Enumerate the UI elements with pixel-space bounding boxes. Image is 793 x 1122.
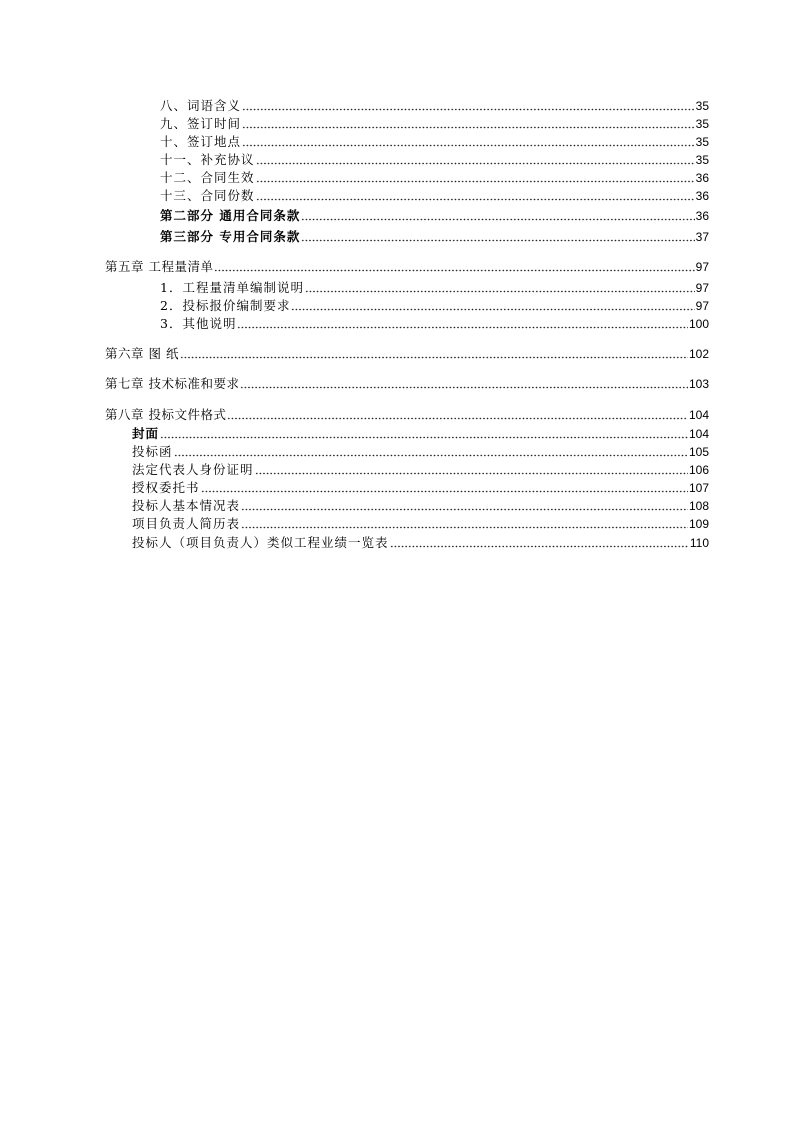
dot-leader [256, 151, 695, 165]
toc-entry-power-of-attorney[interactable] [132, 478, 709, 496]
toc-entry-similar-projects[interactable] [132, 533, 709, 551]
toc-entry-title: 九、签订时间 [160, 116, 242, 131]
toc-entry-bid-pricing[interactable] [160, 296, 709, 314]
toc-entry-page: 97 [695, 299, 709, 313]
toc-entry-title: 授权委托书 [132, 480, 200, 495]
toc-entry-page: 102 [688, 347, 709, 361]
dot-leader [390, 534, 689, 548]
toc-entry-contract-copies[interactable] [160, 186, 709, 204]
toc-entry-title: 八、词语含义 [160, 98, 242, 113]
toc-entry-page: 36 [695, 171, 709, 185]
toc-chapter-6[interactable] [105, 344, 709, 362]
toc-entry-general-terms[interactable] [160, 206, 709, 224]
dot-leader [180, 345, 688, 359]
dot-leader [174, 443, 688, 457]
toc-entry-legal-rep-id[interactable] [132, 460, 709, 478]
dot-leader [160, 425, 688, 439]
toc-entry-page: 110 [689, 536, 709, 550]
dot-leader [242, 115, 695, 129]
toc-entry-title: 法定代表人身份证明 [132, 462, 254, 477]
toc-entry-title: 十二、合同生效 [160, 170, 255, 185]
toc-entry-title: 封面 [132, 426, 160, 441]
toc-entry-title: 3．其他说明 [160, 316, 237, 331]
toc-entry-title: 十三、合同份数 [160, 188, 255, 203]
toc-entry-page: 35 [695, 135, 709, 149]
dot-leader [291, 297, 694, 311]
toc-entry-cover[interactable] [132, 424, 709, 442]
toc-entry-word-meaning[interactable] [160, 96, 709, 114]
dot-leader [237, 315, 688, 329]
toc-chapter-8[interactable] [105, 405, 709, 423]
toc-entry-title: 十、签订地点 [160, 134, 242, 149]
toc-entry-title: 第三部分 专用合同条款 [160, 229, 301, 244]
dot-leader [227, 406, 687, 420]
dot-leader [255, 461, 688, 475]
toc-entry-title: 第五章 工程量清单 [105, 259, 214, 274]
toc-entry-page: 35 [695, 153, 709, 167]
toc-entry-page: 106 [688, 463, 709, 477]
toc-entry-page: 36 [695, 189, 709, 203]
toc-entry-page: 105 [688, 445, 709, 459]
toc-entry-signing-place[interactable] [160, 132, 709, 150]
toc-entry-special-terms[interactable] [160, 227, 709, 245]
toc-entry-title: 项目负责人简历表 [132, 516, 241, 531]
dot-leader [301, 207, 694, 221]
toc-entry-page: 36 [695, 209, 709, 223]
toc-entry-title: 1．工程量清单编制说明 [160, 280, 304, 295]
toc-entry-page: 108 [688, 499, 709, 513]
toc-chapter-5[interactable] [105, 257, 709, 275]
toc-entry-page: 37 [695, 230, 709, 244]
toc-entry-page: 109 [688, 517, 709, 531]
toc-entry-signing-time[interactable] [160, 114, 709, 132]
toc-entry-page: 104 [688, 427, 709, 441]
toc-entry-title: 第八章 投标文件格式 [105, 407, 227, 422]
dot-leader [242, 97, 695, 111]
toc-entry-page: 97 [695, 260, 709, 274]
toc-entry-title: 十一、补充协议 [160, 152, 255, 167]
toc-entry-other-notes[interactable] [160, 314, 709, 332]
dot-leader [242, 133, 695, 147]
toc-entry-contract-effective[interactable] [160, 168, 709, 186]
dot-leader [214, 258, 694, 272]
dot-leader [241, 515, 688, 529]
dot-leader [201, 479, 688, 493]
toc-entry-page: 35 [695, 99, 709, 113]
toc-entry-title: 投标函 [132, 444, 173, 459]
dot-leader [256, 169, 695, 183]
toc-entry-title: 投标人基本情况表 [132, 498, 241, 513]
toc-entry-page: 100 [688, 317, 709, 331]
toc-chapter-7[interactable] [105, 374, 709, 392]
toc-entry-page: 107 [688, 481, 709, 495]
toc-entry-bid-letter[interactable] [132, 442, 709, 460]
dot-leader [240, 375, 687, 389]
toc-entry-page: 104 [688, 408, 709, 422]
toc-entry-supplementary-agreement[interactable] [160, 150, 709, 168]
toc-entry-page: 97 [695, 281, 709, 295]
toc-entry-page: 103 [688, 377, 709, 391]
dot-leader [305, 279, 695, 293]
toc-entry-bill-preparation[interactable] [160, 278, 709, 296]
toc-entry-title: 投标人（项目负责人）类似工程业绩一览表 [132, 535, 389, 550]
toc-entry-title: 第七章 技术标准和要求 [105, 376, 240, 391]
dot-leader [301, 228, 694, 242]
dot-leader [256, 187, 695, 201]
toc-entry-title: 第二部分 通用合同条款 [160, 208, 301, 223]
toc-entry-bidder-info[interactable] [132, 496, 709, 514]
toc-entry-manager-resume[interactable] [132, 514, 709, 532]
toc-entry-title: 2．投标报价编制要求 [160, 298, 291, 313]
toc-entry-title: 第六章 图 纸 [105, 346, 179, 361]
toc-entry-page: 35 [695, 117, 709, 131]
dot-leader [241, 497, 688, 511]
